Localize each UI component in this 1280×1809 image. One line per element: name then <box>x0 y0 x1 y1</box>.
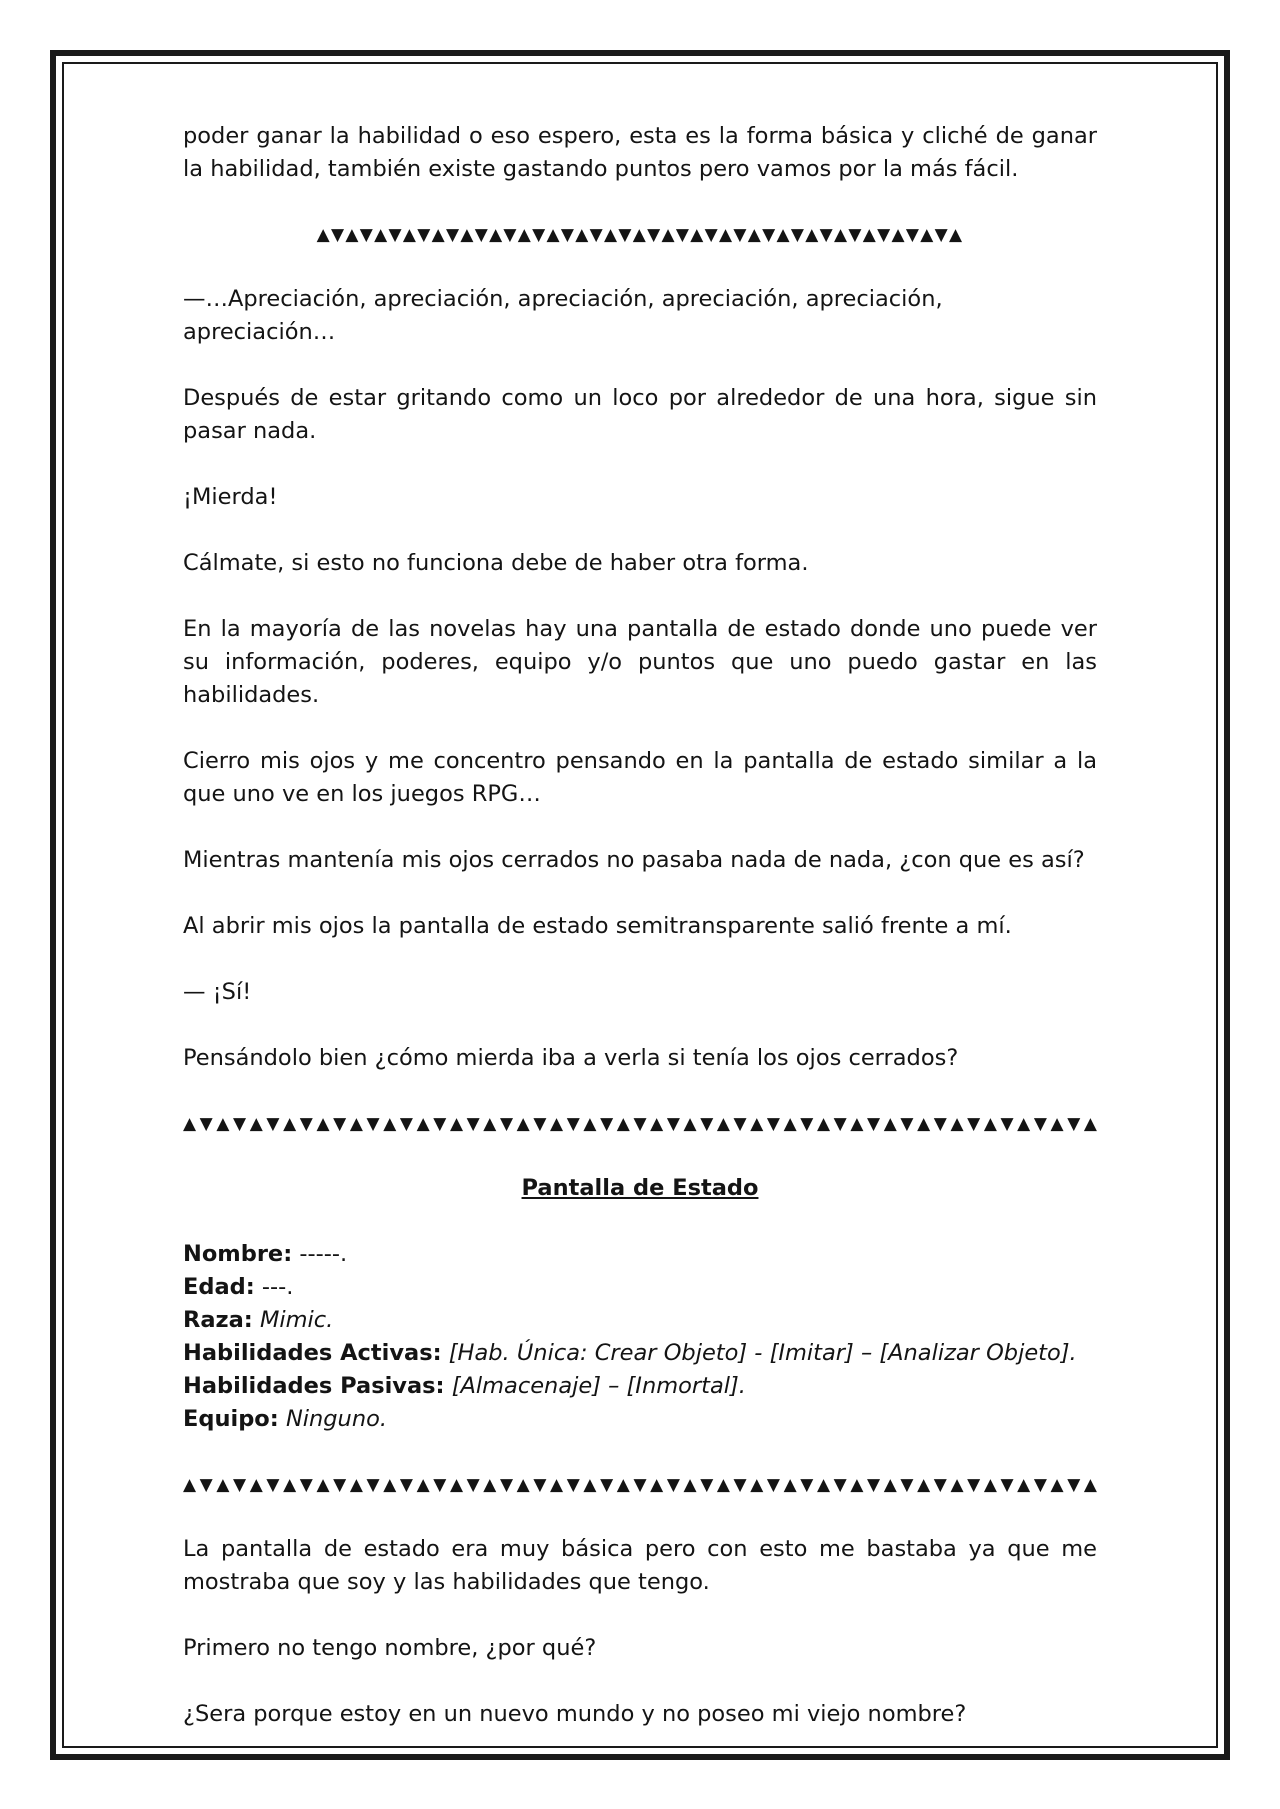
status-value: [Almacenaje] – [Inmortal]. <box>451 1373 746 1399</box>
status-label: Equipo: <box>183 1406 279 1432</box>
paragraph: La pantalla de estado era muy básica pero con esto me bastaba ya que me mostraba que soy y las habilidades que tengo. <box>183 1536 1097 1595</box>
status-row-equipment <box>183 1403 1097 1436</box>
status-label: Raza: <box>183 1307 253 1333</box>
paragraph: Cálmate, si esto no funciona debe de haber otra forma. <box>183 550 809 576</box>
status-row-race <box>183 1304 1097 1337</box>
status-label: Habilidades Activas: <box>183 1340 442 1366</box>
dialogue-line: — ¡Sí! <box>183 979 252 1005</box>
status-row-active-skills <box>183 1337 1097 1370</box>
status-row-passive-skills <box>183 1370 1097 1403</box>
status-value: ---. <box>261 1274 294 1300</box>
paragraph: Pensándolo bien ¿cómo mierda iba a verla si tenía los ojos cerrados? <box>183 1045 959 1071</box>
status-value: [Hab. Única: Crear Objeto] - [Imitar] – [Analizar Objeto]. <box>448 1340 1077 1366</box>
status-row-name <box>183 1238 1097 1271</box>
status-value: Ninguno. <box>285 1406 388 1432</box>
paragraph-opening: poder ganar la habilidad o eso espero, esta es la forma básica y cliché de ganar la habilidad, también existe gastando puntos pero vamos por la más fácil. <box>183 123 1097 182</box>
status-screen <box>183 1238 1097 1436</box>
paragraph: Al abrir mis ojos la pantalla de estado semitransparente salió frente a mí. <box>183 913 1012 939</box>
status-label: Habilidades Pasivas: <box>183 1373 445 1399</box>
section-divider: ▲▼▲▼▲▼▲▼▲▼▲▼▲▼▲▼▲▼▲▼▲▼▲▼▲▼▲▼▲▼▲▼▲▼▲▼▲▼▲▼▲▼▲▼▲▼▲▼▲▼▲▼▲▼▲ <box>183 1475 1097 1495</box>
paragraph: ¡Mierda! <box>183 484 278 510</box>
dialogue-line: —…Apreciación, apreciación, apreciación, apreciación, apreciación, apreciación… <box>183 286 943 345</box>
section-divider: ▲▼▲▼▲▼▲▼▲▼▲▼▲▼▲▼▲▼▲▼▲▼▲▼▲▼▲▼▲▼▲▼▲▼▲▼▲▼▲▼▲▼▲▼▲▼▲▼▲▼▲▼▲▼▲ <box>183 1114 1097 1134</box>
status-screen-title: Pantalla de Estado <box>521 1175 759 1201</box>
document-body <box>183 120 1097 1764</box>
status-value: -----. <box>299 1241 348 1267</box>
paragraph: En la mayoría de las novelas hay una pantalla de estado donde uno puede ver su información, poderes, equipo y/o puntos que uno puedo gastar en las habilidades. <box>183 616 1097 708</box>
status-value: Mimic. <box>259 1307 334 1333</box>
section-divider: ▲▼▲▼▲▼▲▼▲▼▲▼▲▼▲▼▲▼▲▼▲▼▲▼▲▼▲▼▲▼▲▼▲▼▲▼▲▼▲▼▲▼▲▼▲ <box>316 225 964 245</box>
status-label: Edad: <box>183 1274 255 1300</box>
paragraph: Primero no tengo nombre, ¿por qué? <box>183 1635 597 1661</box>
paragraph: Mientras mantenía mis ojos cerrados no pasaba nada de nada, ¿con que es así? <box>183 847 1085 873</box>
paragraph: Cierro mis ojos y me concentro pensando en la pantalla de estado similar a la que uno ve en los juegos RPG… <box>183 748 1097 807</box>
paragraph: ¿Sera porque estoy en un nuevo mundo y no poseo mi viejo nombre? <box>183 1701 967 1727</box>
status-row-age <box>183 1271 1097 1304</box>
paragraph: Después de estar gritando como un loco por alrededor de una hora, sigue sin pasar nada. <box>183 385 1097 444</box>
status-label: Nombre: <box>183 1241 293 1267</box>
